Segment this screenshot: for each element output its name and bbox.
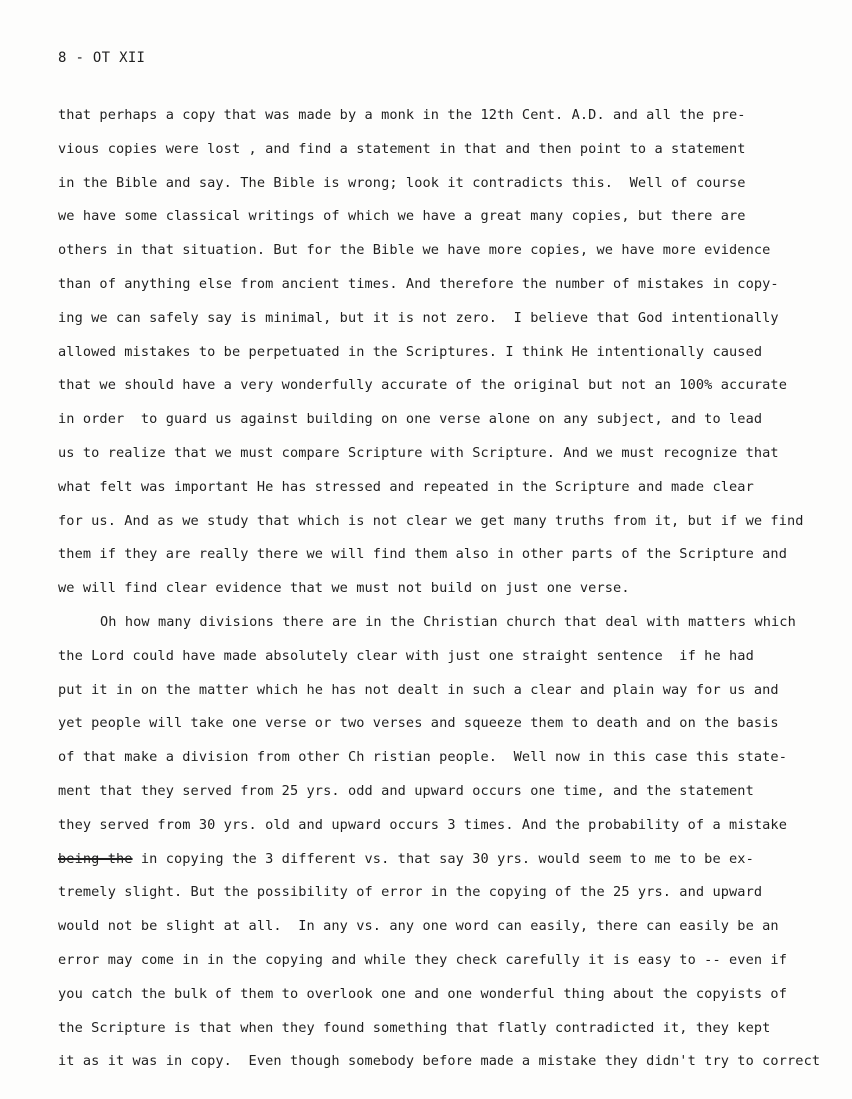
text-line: yet people will take one verse or two verses and squeeze them to death and on the basis [58,715,779,732]
text-line: would not be slight at all. In any vs. any one word can easily, there can easily be an [58,918,779,935]
text-line: that we should have a very wonderfully accurate of the original but not an 100% accurate [58,377,788,394]
text-line: they served from 30 yrs. old and upward occurs 3 times. And the probability of a mistake [58,816,788,833]
text-line: it as it was in copy. Even though somebody before made a mistake they didn't try to correct [58,1053,821,1070]
text-line: allowed mistakes to be perpetuated in the Scriptures. I think He intentionally caused [58,343,763,360]
paragraph-start-line: Oh how many divisions there are in the Christian church that deal with matters which [100,613,796,630]
text-line: the Scripture is that when they found something that flatly contradicted it, they kept [58,1019,771,1036]
struck-out-text: being the [58,850,133,867]
text-line-remainder: in copying the 3 different vs. that say 30 yrs. would seem to me to be ex- [132,850,754,867]
text-line: in order to guard us against building on one verse alone on any subject, and to lead [58,411,763,428]
text-line: the Lord could have made absolutely clear with just one straight sentence if he had [58,647,754,664]
text-line: what felt was important He has stressed and repeated in the Scripture and made clear [58,478,754,495]
text-line: that perhaps a copy that was made by a monk in the 12th Cent. A.D. and all the pre- [58,107,746,123]
text-line: we will find clear evidence that we must not build on just one verse. [58,580,630,597]
text-line: for us. And as we study that which is not clear we get many truths from it, but if we find [58,512,804,529]
text-line: of that make a division from other Ch ristian people. Well now in this case this state- [58,749,788,766]
text-line: others in that situation. But for the Bible we have more copies, we have more evidence [58,242,771,259]
text-line: vious copies were lost , and find a statement in that and then point to a statement [58,140,746,157]
text-line: ment that they served from 25 yrs. odd and upward occurs one time, and the statement [58,782,754,799]
page-header: 8 - OT XII [58,50,146,66]
text-line: you catch the bulk of them to overlook one and one wonderful thing about the copyists of [58,985,788,1002]
text-line-with-strikeout [58,843,848,877]
text-line: them if they are really there we will find them also in other parts of the Scripture and [58,546,788,563]
text-line: than of anything else from ancient times. And therefore the number of mistakes in copy- [58,275,779,292]
body-text [58,99,848,1079]
text-line: ing we can safely say is minimal, but it is not zero. I believe that God intentionally [58,309,779,326]
text-line: in the Bible and say. The Bible is wrong; look it contradicts this. Well of course [58,174,746,191]
text-line: error may come in in the copying and while they check carefully it is easy to -- even if [58,951,788,968]
text-line: put it in on the matter which he has not dealt in such a clear and plain way for us and [58,681,779,698]
text-line: tremely slight. But the possibility of error in the copying of the 25 yrs. and upward [58,884,763,901]
text-line: us to realize that we must compare Scripture with Scripture. And we must recognize that [58,444,779,461]
text-line: we have some classical writings of which we have a great many copies, but there are [58,208,746,225]
